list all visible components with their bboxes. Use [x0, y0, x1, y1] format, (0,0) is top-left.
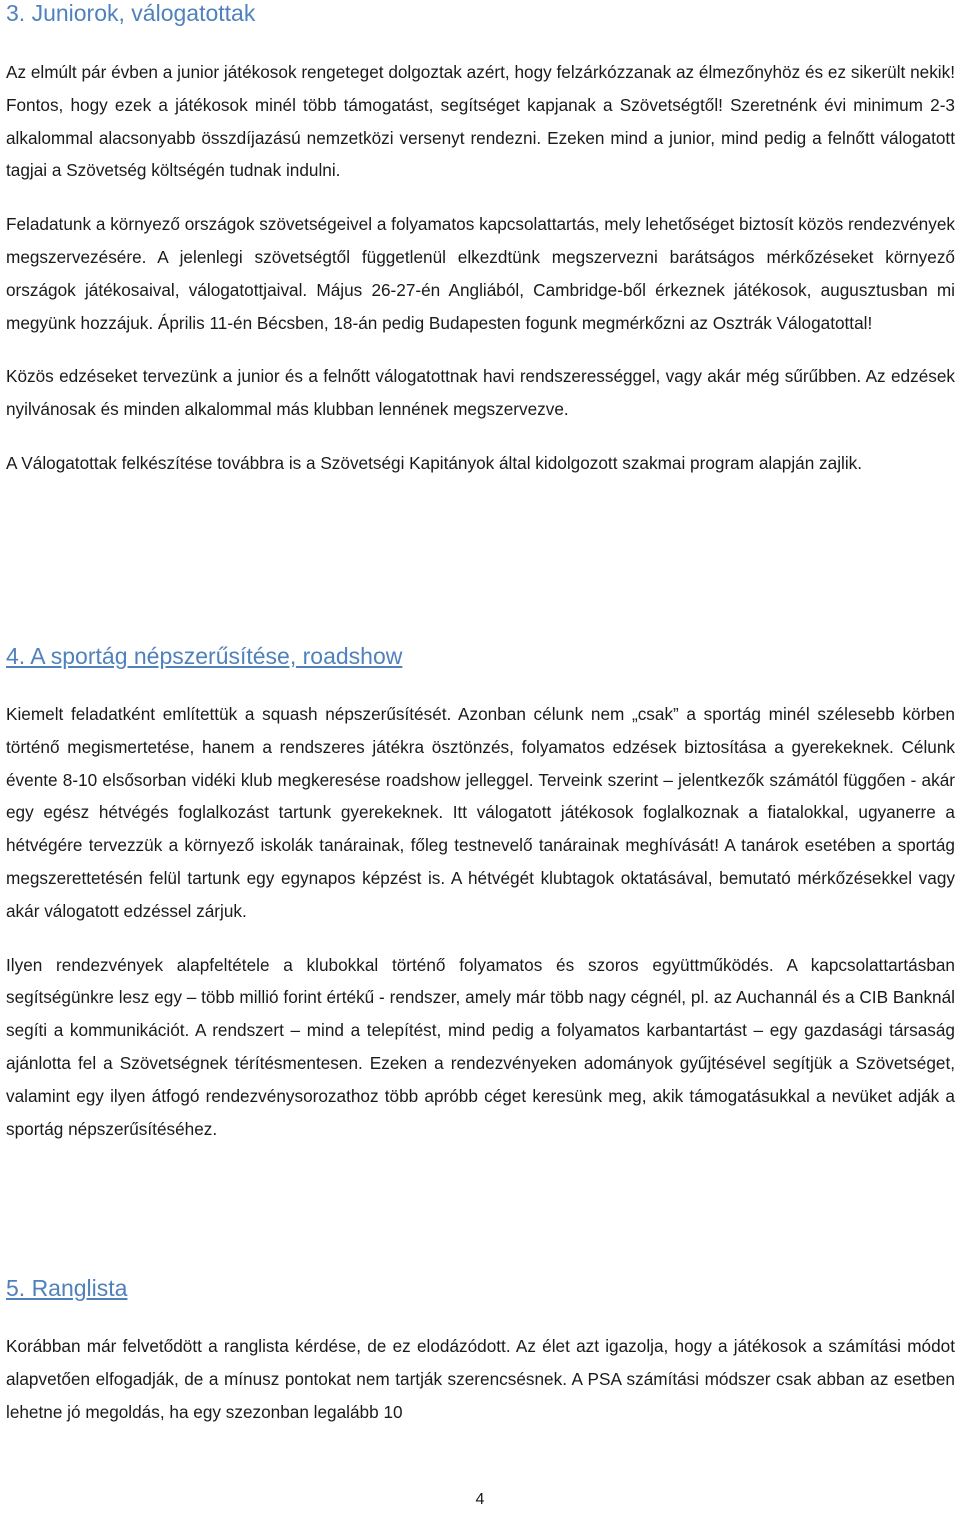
section-body-juniors: [6, 56, 955, 480]
page-number: 4: [475, 1491, 485, 1508]
paragraph: Korábban már felvetődött a ranglista kérdése, de ez elodázódott. Az élet azt igazolja, hogy a játékosok a számítási módot alapvetően elfogadják, de a mínusz pontokat nem tartják szerencsésnek. A PSA számítási módszer csak abban az esetben lehetne jó megoldás, ha egy szezonban legalább 10: [6, 1336, 955, 1422]
section-heading-ranking: 5. Ranglista: [6, 1275, 128, 1301]
section-heading-juniors: 3. Juniorok, válogatottak: [6, 0, 256, 26]
section-body-roadshow: [6, 698, 955, 1145]
paragraph: Közös edzéseket tervezünk a junior és a felnőtt válogatottnak havi rendszerességgel, vagy akár még sűrűbben. Az edzések nyilvánosak és minden alkalommal más klubban lennének megszervezve.: [6, 366, 955, 420]
paragraph: Az elmúlt pár évben a junior játékosok rengeteget dolgoztak azért, hogy felzárkózzanak az élmezőnyhöz és ez sikerült nekik! Fontos, hogy ezek a játékosok minél több támogatást, segítséget kapjanak a Szövetségtől! Szeretnénk évi minimum 2-3 alkalommal alacsonyabb összdíjazású nemzetközi versenyt rendezni. Ezeken mind a junior, mind pedig a felnőtt válogatott tagjai a Szövetség költségén tudnak indulni.: [6, 62, 955, 181]
paragraph: A Válogatottak felkészítése továbbra is a Szövetségi Kapitányok által kidolgozott szakmai program alapján zajlik.: [6, 452, 863, 473]
paragraph: Ilyen rendezvények alapfeltétele a klubokkal történő folyamatos és szoros együttműködés. A kapcsolattartásban segítségünkre lesz egy – több millió forint értékű - rendszer, amely már több nagy cégnél, pl. az Auchannál és a CIB Banknál segíti a kommunikációt. A rendszert – mind a telepítést, mind pedig a folyamatos karbantartást – egy gazdasági társaság ajánlotta fel a Szövetségnek térítésmentesen. Ezeken a rendezvényeken adományok gyűjtésével segítjük a Szövetséget, valamint egy ilyen átfogó rendezvénysorozathoz több apróbb céget keresünk meg, akik támogatásukkal a nevüket adják a sportág népszerűsítéséhez.: [6, 954, 955, 1139]
section-body-ranking: [6, 1330, 955, 1428]
section-heading-roadshow: 4. A sportág népszerűsítése, roadshow: [6, 643, 403, 669]
paragraph: Kiemelt feladatként említettük a squash népszerűsítését. Azonban célunk nem „csak” a sportág minél szélesebb körben történő megismertetése, hanem a rendszeres játékra ösztönzés, folyamatos edzések biztosítása a gyerekeknek. Célunk évente 8-10 elsősorban vidéki klub megkeresése roadshow jelleggel. Terveink szerint – jelentkezők számától függően - akár egy egész hétvégés foglalkozást tartunk gyerekeknek. Itt válogatott játékosok foglalkoznak a fiatalokkal, ugyanerre a hétvégére tervezzük a környező iskolák tanárainak, főleg testnevelő tanárainak meghívását! A tanárok esetében a sportág megszerettetésén felül tartunk egy egynapos képzést is. A hétvégét klubtagok oktatásával, bemutató mérkőzésekkel vagy akár válogatott edzéssel zárjuk.: [6, 704, 955, 921]
paragraph: Feladatunk a környező országok szövetségeivel a folyamatos kapcsolattartás, mely lehetőséget biztosít közös rendezvények megszervezésére. A jelenlegi szövetségtől függetlenül elkezdtünk megszervezni barátságos mérkőzéseket környező országok játékosaival, válogatottjaival. Május 26-27-én Angliából, Cambridge-ből érkeznek játékosok, augusztusban mi megyünk hozzájuk. Április 11-én Bécsben, 18-án pedig Budapesten fogunk megmérkőzni az Osztrák Válogatottal!: [6, 214, 955, 333]
